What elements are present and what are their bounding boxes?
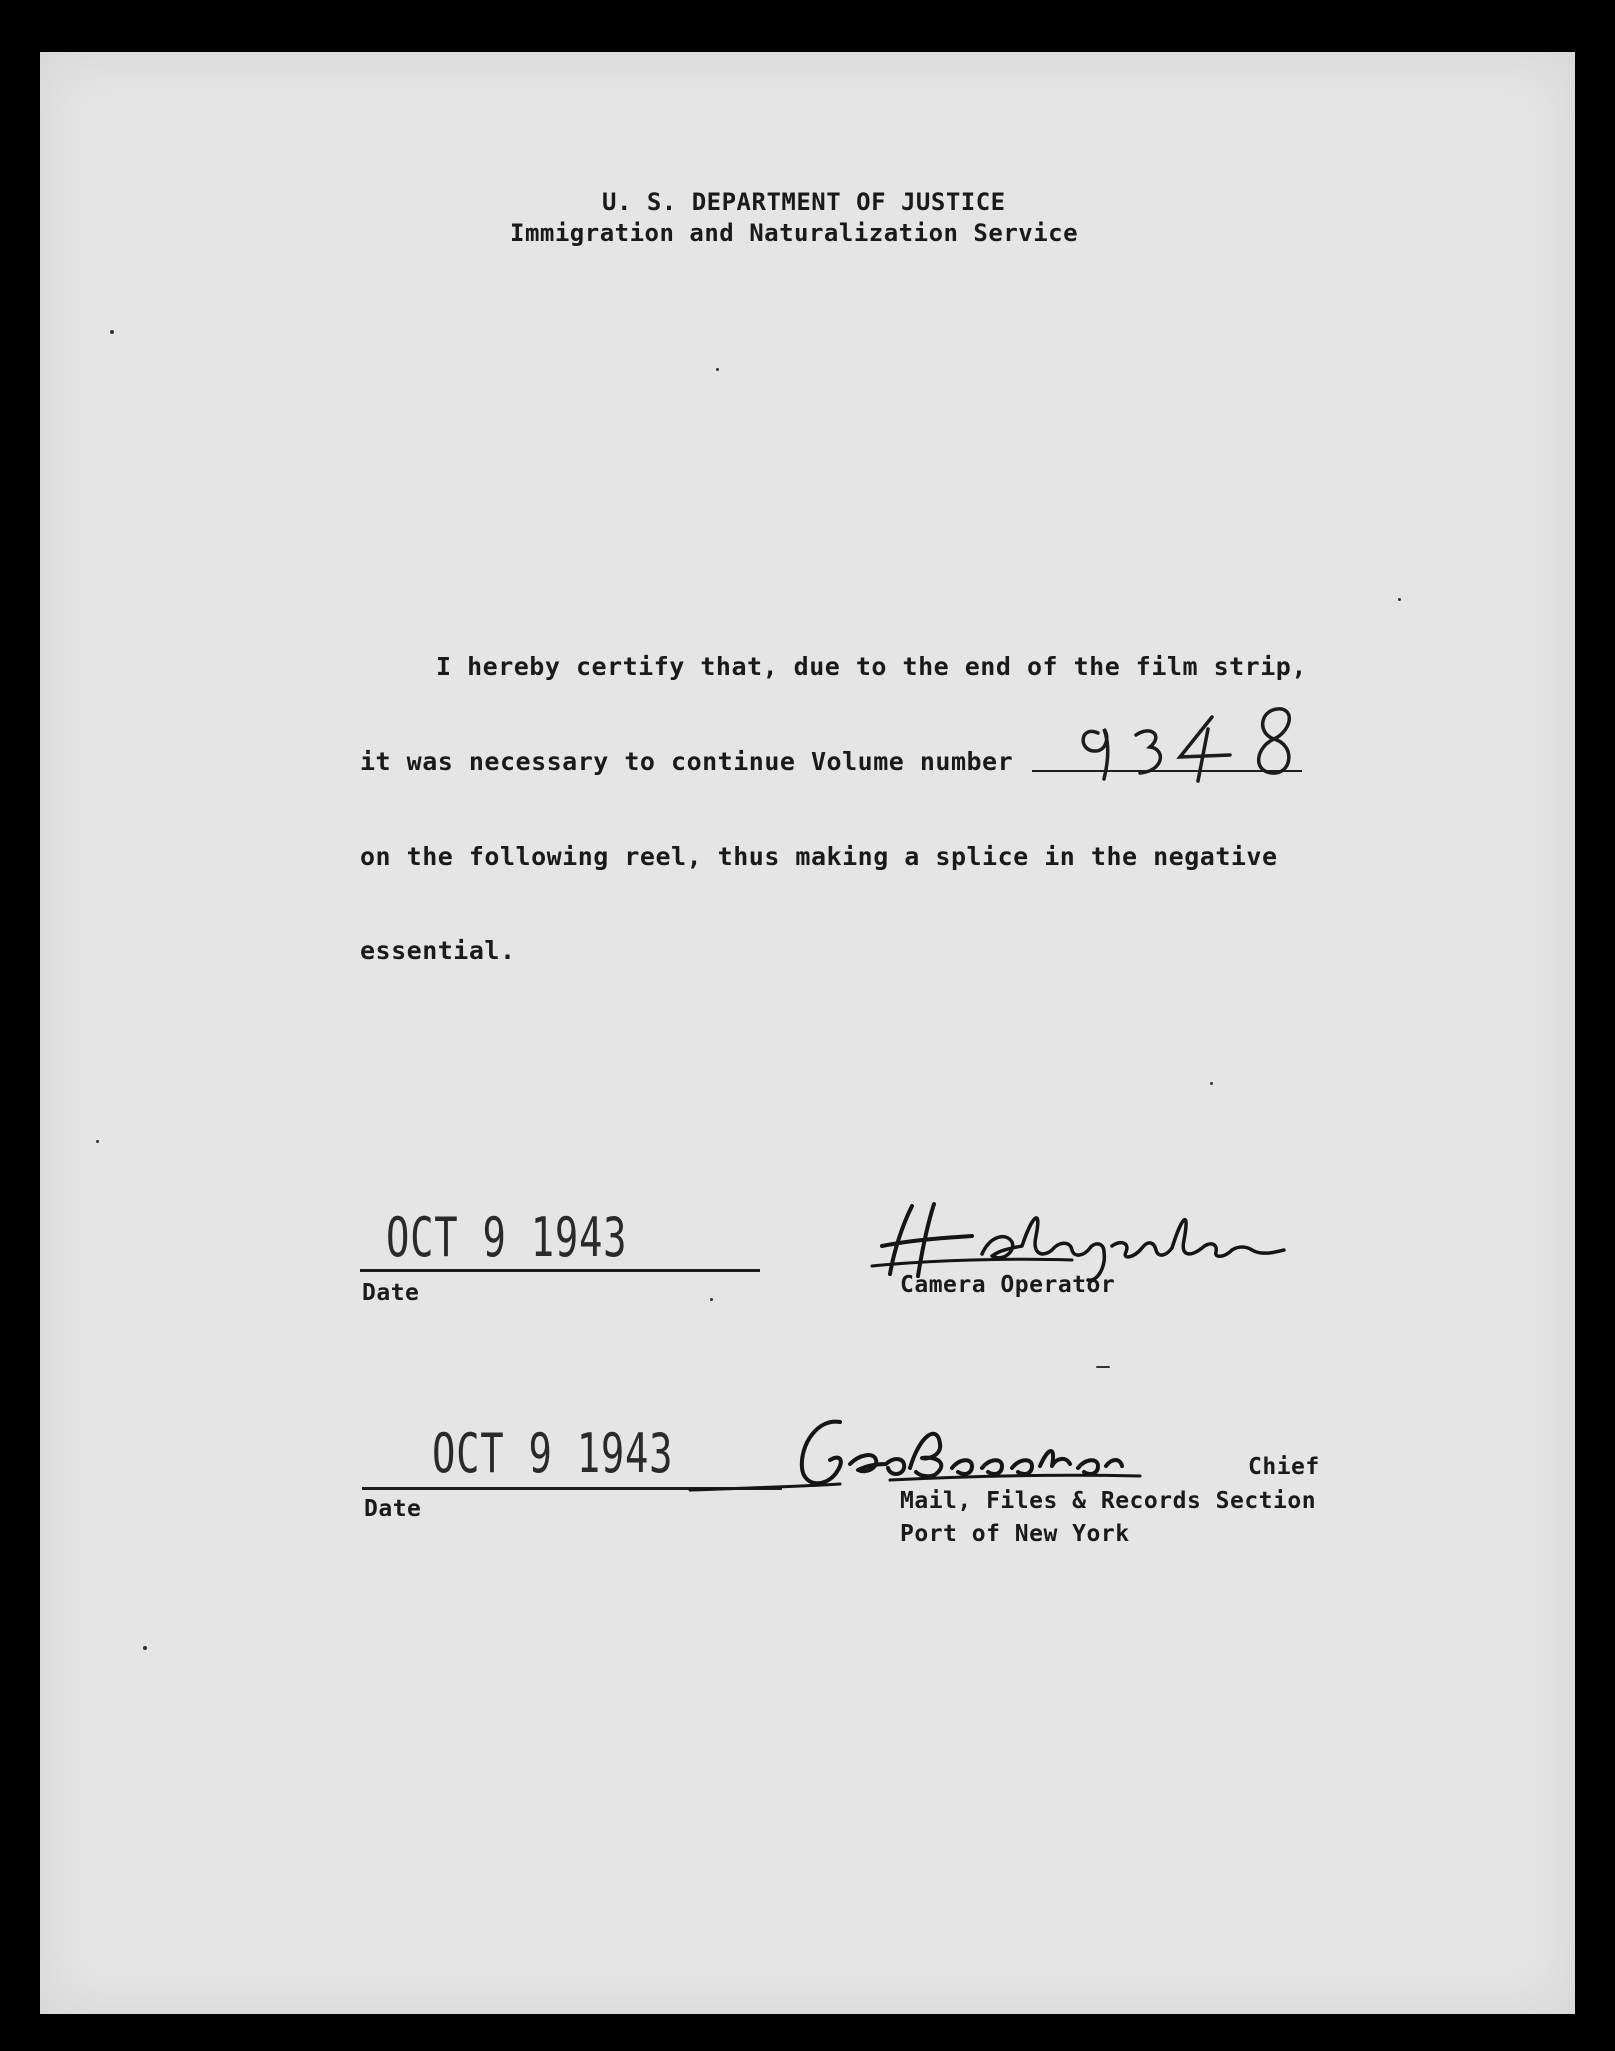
- certify-line-2: it was necessary to continue Volume number: [360, 747, 1014, 776]
- certify-line-3: on the following reel, thus making a splice in the negative: [360, 842, 1278, 871]
- dust-speck: [1096, 1366, 1110, 1368]
- dust-speck: [96, 1140, 99, 1143]
- header-service: Immigration and Naturalization Service: [510, 219, 1079, 247]
- header-department: U. S. DEPARTMENT OF JUSTICE: [602, 188, 1006, 216]
- volume-number-handwritten: [1060, 695, 1320, 785]
- document-page: [40, 52, 1575, 2014]
- date-stamp-1: OCT 9 1943: [386, 1206, 628, 1269]
- dust-speck: [1398, 598, 1401, 601]
- dust-speck: [143, 1646, 147, 1650]
- date-label-1: Date: [362, 1280, 420, 1306]
- certify-line-4: essential.: [360, 936, 516, 965]
- date-line-1: [360, 1269, 760, 1272]
- chief-label: Chief: [1248, 1454, 1320, 1480]
- dust-speck: [110, 330, 114, 334]
- date-stamp-2: OCT 9 1943: [432, 1422, 674, 1485]
- dust-speck: [716, 368, 719, 371]
- certify-line-1: I hereby certify that, due to the end of the film strip,: [436, 652, 1307, 681]
- dust-speck: [1210, 1082, 1213, 1085]
- dust-speck: [710, 1298, 713, 1301]
- section-label: Mail, Files & Records Section: [900, 1488, 1317, 1514]
- port-label: Port of New York: [900, 1521, 1130, 1547]
- camera-operator-label: Camera Operator: [900, 1272, 1116, 1298]
- date-label-2: Date: [364, 1496, 422, 1522]
